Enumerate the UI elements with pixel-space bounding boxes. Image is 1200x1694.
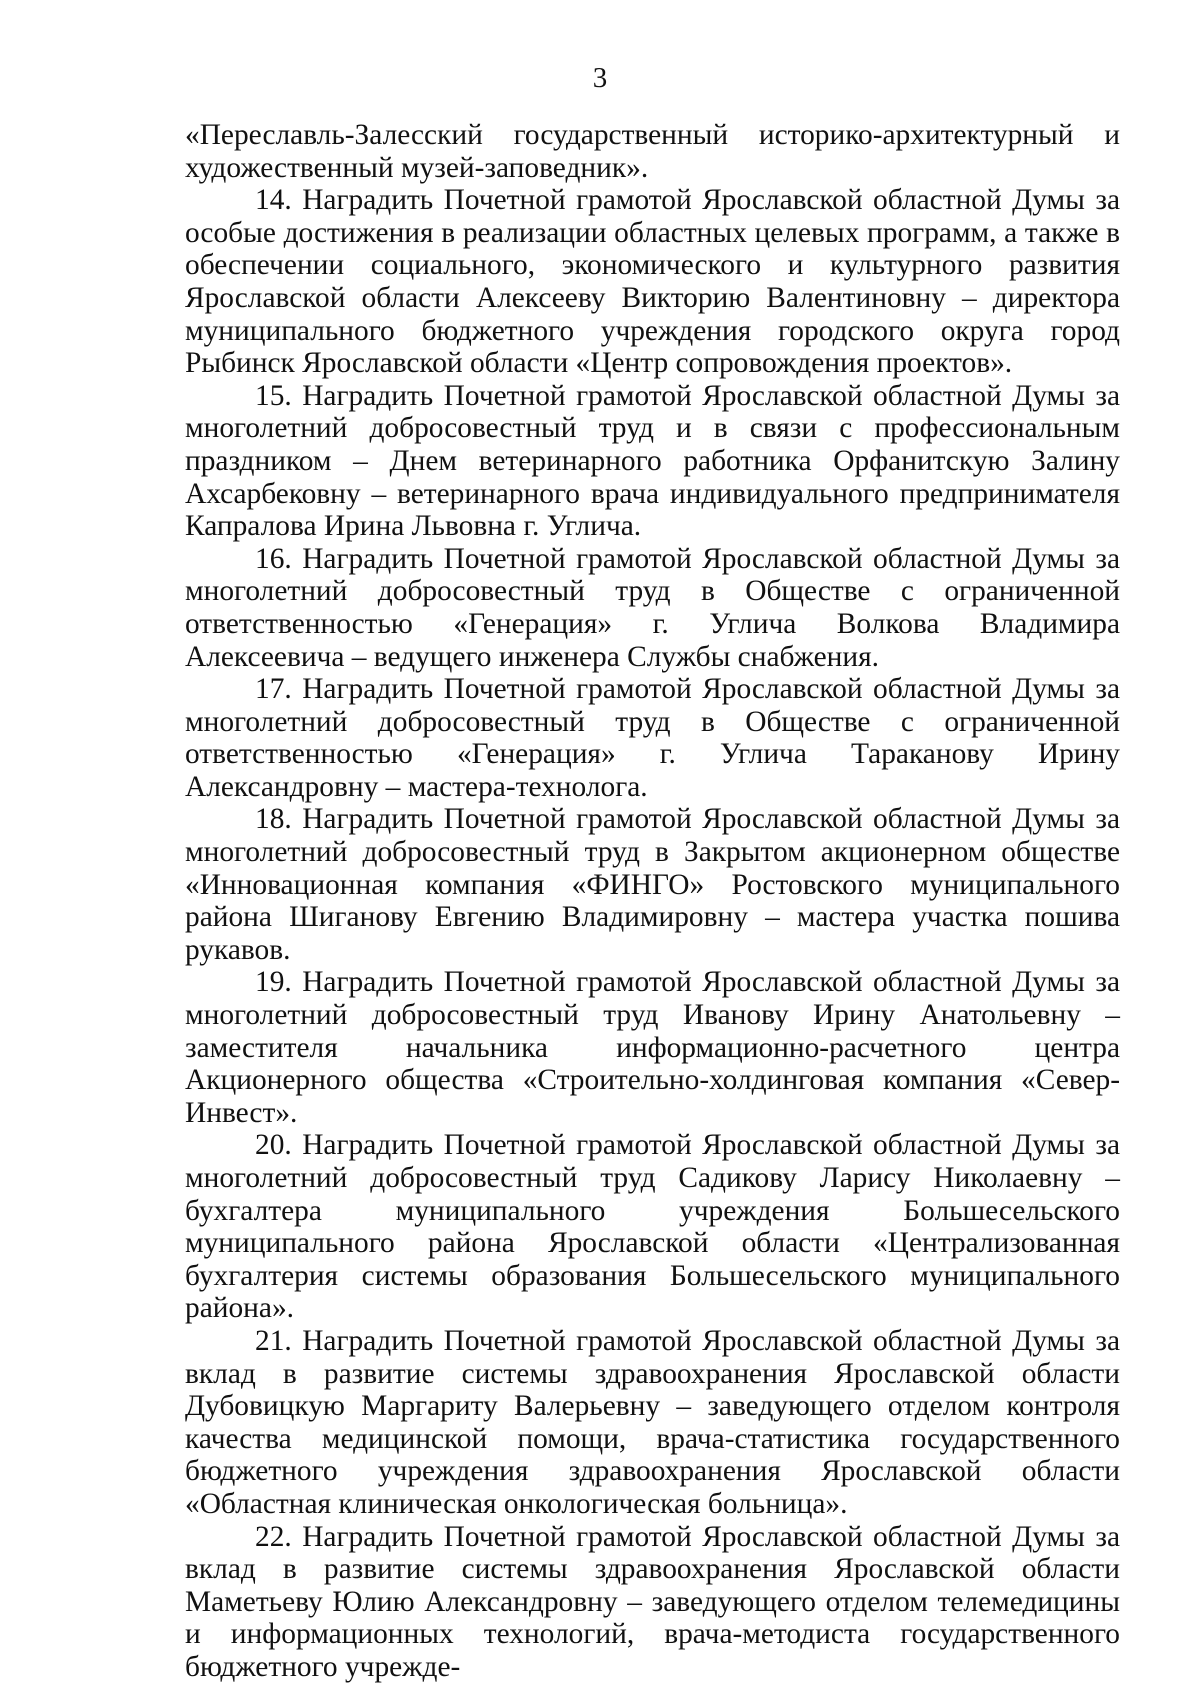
paragraph-item-14: 14. Наградить Почетной грамотой Ярославской областной Думы за особые достижения в реализации областных целевых программ, а также в обеспечении социального, экономического и культурного развития Ярославской области Алексееву Викторию Валентиновну – директора муниципального бюджетного учреждения городского округа город Рыбинск Ярославской области «Центр сопровождения проектов». — [185, 184, 1120, 380]
paragraph-continuation: «Переславль-Залесский государственный историко-архитектурный и художественный музей-заповедник». — [185, 119, 1120, 184]
paragraph-item-20: 20. Наградить Почетной грамотой Ярославской областной Думы за многолетний добросовестный труд Садикову Ларису Николаевну – бухгалтера муниципального учреждения Большесельского муниципального района Ярославской области «Централизованная бухгалтерия системы образования Большесельского муниципального района». — [185, 1129, 1120, 1325]
paragraph-item-18: 18. Наградить Почетной грамотой Ярославской областной Думы за многолетний добросовестный труд в Закрытом акционерном обществе «Инновационная компания «ФИНГО» Ростовского муниципального района Шиганову Евгению Владимировну – мастера участка пошива рукавов. — [185, 803, 1120, 966]
paragraph-item-16: 16. Наградить Почетной грамотой Ярославской областной Думы за многолетний добросовестный труд в Обществе с ограниченной ответственностью «Генерация» г. Углича Волкова Владимира Алексеевича – ведущего инженера Службы снабжения. — [185, 542, 1120, 673]
document-body — [185, 119, 1120, 1684]
paragraph-item-15: 15. Наградить Почетной грамотой Ярославской областной Думы за многолетний добросовестный труд и в связи с профессиональным праздником – Днем ветеринарного работника Орфанитскую Залину Ахсарбековну – ветеринарного врача индивидуального предпринимателя Капралова Ирина Львовна г. Углича. — [185, 379, 1120, 543]
paragraph-item-21: 21. Наградить Почетной грамотой Ярославской областной Думы за вклад в развитие системы здравоохранения Ярославской области Дубовицкую Маргариту Валерьевну – заведующего отделом контроля качества медицинской помощи, врача-статистика государственного бюджетного учреждения здравоохранения Ярославской области «Областная клиническая онкологическая больница». — [185, 1324, 1120, 1520]
paragraph-item-19: 19. Наградить Почетной грамотой Ярославской областной Думы за многолетний добросовестный труд Иванову Ирину Анатольевну – заместителя начальника информационно-расчетного центра Акционерного общества «Строительно-холдинговая компания «Север-Инвест». — [185, 966, 1120, 1129]
page-number: 3 — [592, 62, 608, 94]
paragraph-item-22: 22. Наградить Почетной грамотой Ярославской областной Думы за вклад в развитие системы здравоохранения Ярославской области Маметьеву Юлию Александровну – заведующего отделом телемедицины и информационных технологий, врача-методиста государственного бюджетного учрежде- — [185, 1520, 1120, 1683]
paragraph-item-17: 17. Наградить Почетной грамотой Ярославской областной Думы за многолетний добросовестный труд в Обществе с ограниченной ответственностью «Генерация» г. Углича Тараканову Ирину Александровну – мастера-технолога. — [185, 673, 1120, 803]
